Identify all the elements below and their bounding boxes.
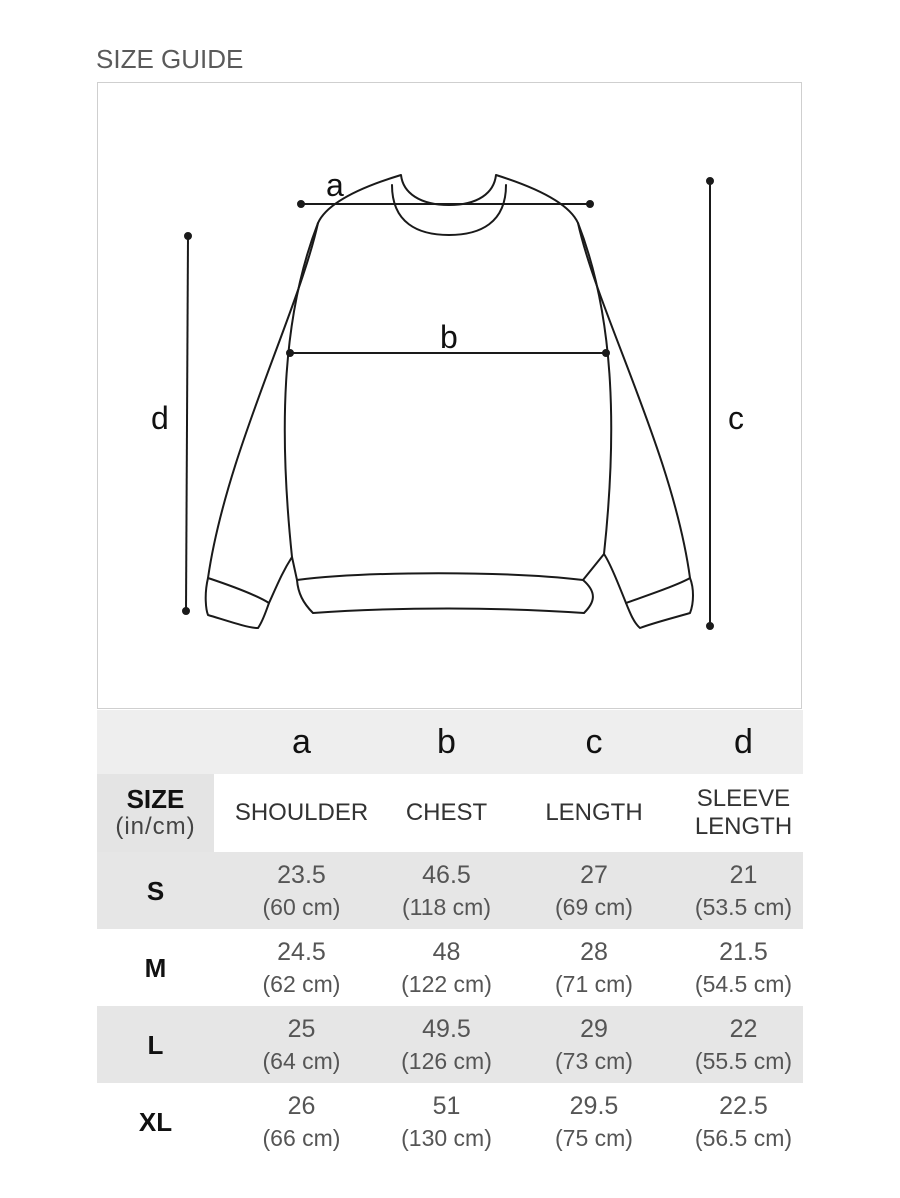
- dimension-line-d: [186, 236, 188, 611]
- left-cuff: [206, 578, 269, 628]
- table-row: [97, 852, 803, 929]
- size-header: [97, 774, 214, 852]
- column-letter: c: [504, 710, 684, 774]
- measurement-cell: [389, 1083, 504, 1160]
- measurement-inches: 46.5: [422, 860, 471, 889]
- measurement-inches: 49.5: [422, 1014, 471, 1043]
- right-sleeve-seam: [578, 223, 611, 554]
- size-table: [97, 710, 803, 1160]
- measurement-cm: (122 cm): [401, 970, 492, 997]
- column-letter: d: [684, 710, 803, 774]
- column-header-row: [97, 774, 803, 852]
- measurement-cell: [504, 1006, 684, 1083]
- measurement-cm: (53.5 cm): [694, 893, 793, 920]
- measurement-cell: [214, 1006, 389, 1083]
- measurement-inches: 25: [287, 1014, 316, 1043]
- measurement-cell: [214, 929, 389, 1006]
- dimension-label-d: d: [151, 400, 169, 436]
- measurement-cell: [684, 852, 803, 929]
- measurement-cell: [389, 929, 504, 1006]
- corner-cell: [97, 710, 214, 774]
- measurement-inches: 21.5: [719, 937, 768, 966]
- measurement-inches: 23.5: [277, 860, 326, 889]
- sweatshirt-diagram: [97, 82, 802, 709]
- measurement-cm: (69 cm): [555, 893, 633, 920]
- measurement-cell: [214, 852, 389, 929]
- dimension-label-a: a: [326, 167, 344, 203]
- column-header-sleeve-length: [684, 774, 803, 852]
- measurement-cm: (54.5 cm): [694, 970, 793, 997]
- measurement-cm: (60 cm): [262, 893, 341, 920]
- column-header-line: LENGTH: [694, 813, 793, 840]
- sweatshirt-outline: [208, 175, 690, 603]
- measurement-inches: 21: [729, 860, 758, 889]
- measurement-inches: 22: [729, 1014, 758, 1043]
- right-cuff: [626, 578, 693, 628]
- column-letter: b: [389, 710, 504, 774]
- measurement-cell: [389, 852, 504, 929]
- measurement-cm: (71 cm): [555, 970, 633, 997]
- dimension-label-b: b: [440, 319, 458, 355]
- measurement-cm: (126 cm): [401, 1047, 492, 1074]
- hem-rib: [297, 580, 593, 613]
- table-row: [97, 929, 803, 1006]
- measurement-cm: (130 cm): [401, 1124, 492, 1151]
- column-letter-row: [97, 710, 803, 774]
- measurement-cm: (66 cm): [262, 1124, 341, 1151]
- left-sleeve-seam: [285, 223, 318, 557]
- measurement-cm: (56.5 cm): [694, 1124, 793, 1151]
- measurement-cell: [684, 1006, 803, 1083]
- measurement-cm: (62 cm): [262, 970, 341, 997]
- dimension-label-c: c: [728, 400, 744, 436]
- table-row: [97, 1006, 803, 1083]
- measurement-inches: 29.5: [569, 1091, 619, 1120]
- measurement-cm: (64 cm): [262, 1047, 341, 1074]
- size-label: M: [97, 929, 214, 1006]
- column-header-chest: CHEST: [389, 774, 504, 852]
- measurement-cm: (118 cm): [401, 893, 492, 920]
- column-header-length: LENGTH: [504, 774, 684, 852]
- measurement-cm: (73 cm): [555, 1047, 633, 1074]
- measurement-inches: 48: [432, 937, 461, 966]
- column-letter: a: [214, 710, 389, 774]
- measurement-inches: 26: [287, 1091, 316, 1120]
- measurement-inches: 27: [580, 860, 608, 889]
- column-header-shoulder: SHOULDER: [214, 774, 389, 852]
- measurement-inches: 29: [580, 1014, 608, 1043]
- page-title: SIZE GUIDE: [96, 44, 244, 74]
- column-header-line: SLEEVE: [696, 785, 791, 812]
- size-label: L: [97, 1006, 214, 1083]
- size-header-label: SIZE: [126, 784, 185, 814]
- size-label: XL: [97, 1083, 214, 1160]
- measurement-cell: [504, 1083, 684, 1160]
- measurement-cell: [504, 929, 684, 1006]
- measurement-inches: 51: [432, 1091, 461, 1120]
- measurement-cell: [214, 1083, 389, 1160]
- table-row: [97, 1083, 803, 1160]
- measurement-inches: 22.5: [719, 1091, 768, 1120]
- measurement-inches: 28: [580, 937, 608, 966]
- measurement-cell: [684, 929, 803, 1006]
- measurement-cell: [389, 1006, 504, 1083]
- size-label: S: [97, 852, 214, 929]
- size-header-unit: (in/cm): [115, 813, 196, 840]
- measurement-cm: (75 cm): [555, 1124, 633, 1151]
- measurement-cm: (55.5 cm): [694, 1047, 793, 1074]
- measurement-inches: 24.5: [277, 937, 326, 966]
- measurement-cell: [504, 852, 684, 929]
- measurement-cell: [684, 1083, 803, 1160]
